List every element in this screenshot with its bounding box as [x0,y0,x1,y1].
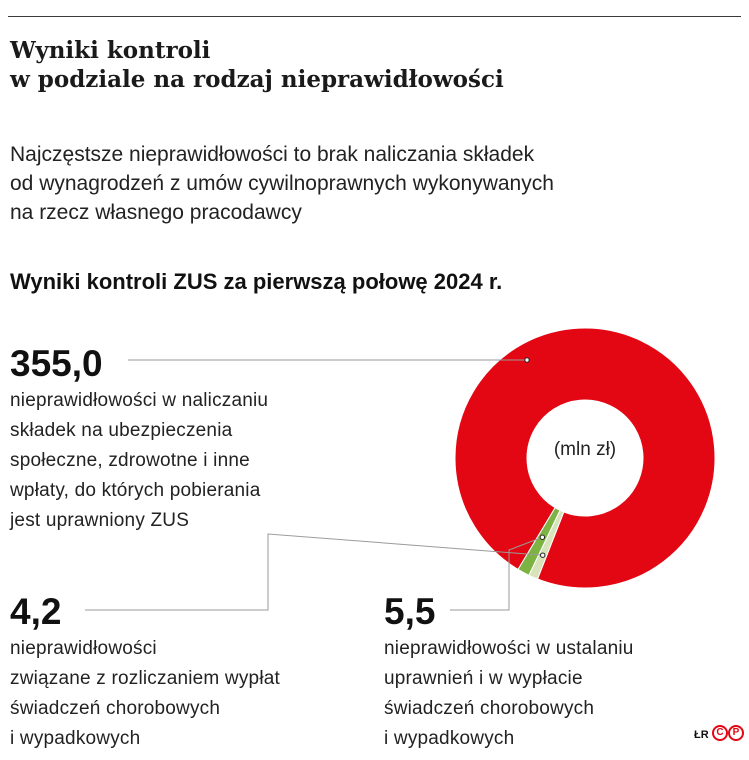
value-label-entitlements: 5,5 [384,591,436,632]
leader-dot-settlement [541,553,545,557]
lead-line: od wynagrodzeń z umów cywilnoprawnych wykonywanych [10,172,554,195]
lead-line: Najczęstsze nieprawidłowości to brak naliczania składek [10,143,535,166]
center-label: (mln zł) [553,439,617,460]
leader-dot-entitlements [540,535,544,539]
description-line: i wypadkowych [10,728,141,749]
author-credit: ŁR [694,729,709,741]
value-label-settlement: 4,2 [10,591,62,632]
description-contributions [10,386,268,536]
chart-title: Wyniki kontroli ZUS za pierwszą połowę 2024 r. [10,269,503,294]
copyright-c-icon: C [712,725,728,741]
copyright-p-icon: P [728,725,744,741]
title-line: w podziale na rodzaj nieprawidłowości [10,66,504,93]
leader-line-settlement [85,534,543,610]
description-line: związane z rozliczaniem wypłat [10,668,280,689]
value-label-contributions: 355,0 [10,343,103,384]
lead-line: na rzecz własnego pracodawcy [10,201,302,224]
description-entitlements [384,634,634,754]
leader-dot-contributions [525,358,529,362]
description-line: nieprawidłowości [10,638,157,659]
title-line: Wyniki kontroli [10,37,211,64]
description-line: składek na ubezpieczenia [10,420,233,441]
description-line: wpłaty, do których pobierania [10,480,261,501]
description-settlement [10,634,280,754]
description-line: i wypadkowych [384,728,515,749]
description-line: społeczne, zdrowotne i inne [10,450,250,471]
description-line: świadczeń chorobowych [384,698,595,719]
description-line: nieprawidłowości w ustalaniu [384,638,634,659]
description-line: uprawnień i w wypłacie [384,668,583,689]
description-line: nieprawidłowości w naliczaniu [10,390,269,411]
description-line: świadczeń chorobowych [10,698,221,719]
description-line: jest uprawniony ZUS [10,510,190,531]
